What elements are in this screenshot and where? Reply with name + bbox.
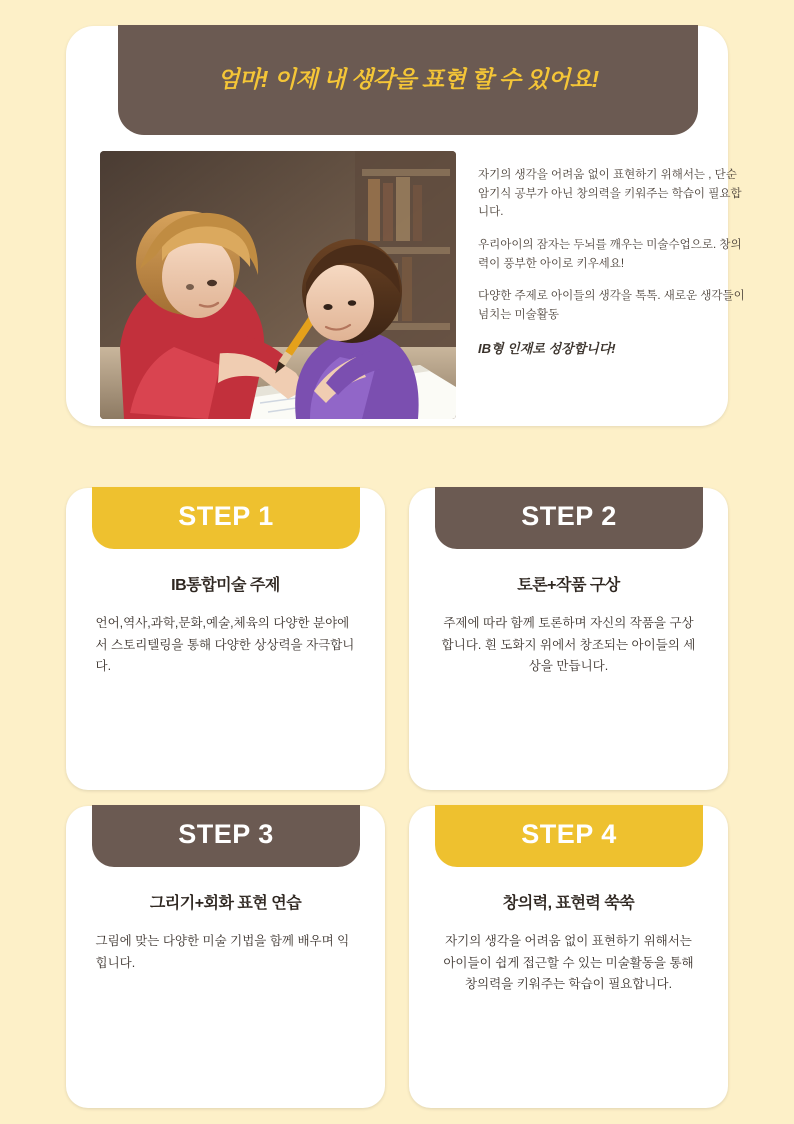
step-4-title: 창의력, 표현력 쑥쑥 bbox=[502, 895, 635, 912]
step-2-ribbon-label: STEP 2 bbox=[521, 500, 617, 531]
steps-row-1 bbox=[66, 488, 728, 790]
hero-card bbox=[66, 26, 745, 426]
step-1-ribbon bbox=[92, 487, 360, 549]
hero-closing-line: IB형 인재로 성장합니다! bbox=[478, 341, 616, 357]
step-1-body: 언어,역사,과학,문화,예술,체육의 다양한 분야에서 스토리텔링을 통해 다양한 상상력을 자극합니다. bbox=[95, 616, 355, 673]
step-1-ribbon-label: STEP 1 bbox=[178, 500, 274, 531]
steps-section bbox=[66, 488, 728, 1124]
step-3-body: 그림에 맞는 다양한 미술 기법을 함께 배우며 익힙니다. bbox=[95, 934, 350, 970]
step-2-ribbon bbox=[435, 487, 703, 549]
step-4-body: 자기의 생각을 어려움 없이 표현하기 위해서는 아이들이 쉽게 접근할 수 있는 미술활동을 통해 창의력을 키워주는 학습이 필요합니다. bbox=[443, 934, 694, 991]
step-2-body: 주제에 따라 함께 토론하며 자신의 작품을 구상합니다. 흰 도화지 위에서 창조되는 아이들의 세상을 만듭니다. bbox=[441, 616, 696, 673]
hero-paragraph-2: 우리아이의 잠자는 두뇌를 깨우는 미술수업으로. 창의력이 풍부한 아이로 키우세요! bbox=[478, 238, 742, 270]
step-card-2 bbox=[409, 488, 728, 790]
hero-photo bbox=[100, 151, 456, 419]
step-4-ribbon bbox=[435, 805, 703, 867]
step-card-1 bbox=[66, 488, 385, 790]
step-1-title: IB통합미술 주제 bbox=[171, 577, 280, 594]
hero-description bbox=[478, 166, 748, 373]
step-3-ribbon bbox=[92, 805, 360, 867]
hero-banner-inner bbox=[217, 61, 598, 94]
step-card-4 bbox=[409, 806, 728, 1108]
hero-paragraph-3: 다양한 주제로 아이들의 생각을 톡톡. 새로운 생각들이 넘치는 미술활동 bbox=[478, 290, 745, 321]
step-3-ribbon-label: STEP 3 bbox=[178, 818, 274, 849]
step-3-title: 그리기+회화 표현 연습 bbox=[149, 895, 302, 912]
step-2-title: 토론+작품 구상 bbox=[517, 577, 620, 594]
hero-paragraph-1: 자기의 생각을 어려움 없이 표현하기 위해서는 , 단순 암기식 공부가 아닌 창의력을 키워주는 학습이 필요합니다. bbox=[478, 169, 742, 219]
step-4-ribbon-label: STEP 4 bbox=[521, 818, 617, 849]
page-title: 엄마! 이제 내 생각을 표현 할 수 있어요! bbox=[217, 65, 599, 92]
hero-banner bbox=[118, 25, 698, 135]
steps-row-2 bbox=[66, 806, 728, 1108]
children-drawing-photo-illustration bbox=[100, 151, 456, 419]
step-card-3 bbox=[66, 806, 385, 1108]
